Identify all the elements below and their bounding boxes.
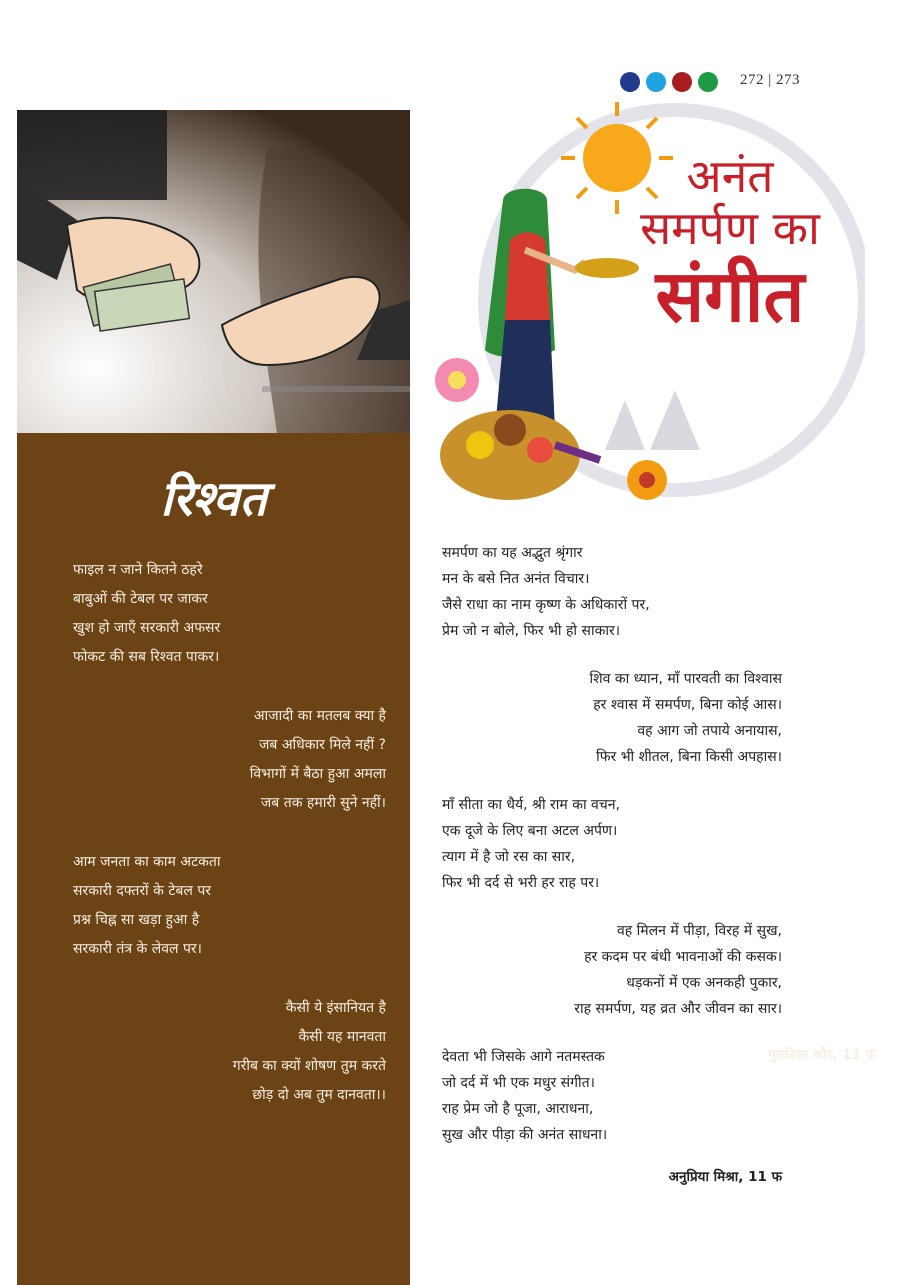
- poem-line: कैसी ये इंसानियत है: [285, 1000, 386, 1016]
- green-dot-icon: [698, 72, 718, 92]
- poem-line: धड़कनों में एक अनकही पुकार,: [626, 975, 782, 991]
- poem-line: एक दूजे के लिए बना अटल अर्पण।: [442, 823, 618, 839]
- stanza: [442, 540, 782, 644]
- poem-line: फोकट की सब रिश्वत पाकर।: [73, 649, 220, 665]
- poem-line: बाबुओं की टेबल पर जाकर: [73, 591, 208, 607]
- navy-dot-icon: [620, 72, 640, 92]
- red-dot-icon: [672, 72, 692, 92]
- poem-line: गरीब का क्यों शोषण तुम करते: [232, 1058, 386, 1074]
- title-line: समर्पण का: [640, 201, 820, 255]
- poem-line: जो दर्द में भी एक मधुर संगीत।: [442, 1075, 595, 1091]
- poem-line: हर श्वास में समर्पण, बिना कोई आस।: [593, 697, 782, 713]
- poem-line: प्रश्न चिह्न सा खड़ा हुआ है: [73, 912, 200, 928]
- right-poem: [442, 540, 782, 1170]
- stanza: [17, 994, 410, 1110]
- poem-line: कैसी यह मानवता: [298, 1029, 386, 1045]
- stanza: [442, 1044, 782, 1148]
- stanza: [17, 848, 410, 964]
- stanza: [442, 666, 782, 770]
- poem-line: जब अधिकार मिले नहीं ?: [259, 737, 386, 753]
- poem-line: फिर भी शीतल, बिना किसी अपहास।: [596, 749, 782, 765]
- poem-line: सरकारी तंत्र के लेवल पर।: [73, 941, 202, 957]
- poem-line: खुश हो जाएँ सरकारी अफसर: [73, 620, 221, 636]
- poem-line: समर्पण का यह अद्भुत श्रृंगार: [442, 545, 583, 561]
- poem-line: शिव का ध्यान, माँ पारवती का विश्वास: [589, 671, 782, 687]
- poem-line: विभागों में बैठा हुआ अमला: [249, 766, 386, 782]
- poem-line: सरकारी दफ्तरों के टेबल पर: [73, 883, 212, 899]
- poem-line: राह समर्पण, यह व्रत और जीवन का सार।: [574, 1001, 782, 1017]
- poem-line: जब तक हमारी सुने नहीं।: [260, 795, 386, 811]
- stanza: [17, 556, 410, 672]
- title-line: संगीत: [655, 253, 805, 338]
- page-numbers: 272 | 273: [740, 72, 801, 88]
- poem-title: रिश्वत: [160, 471, 267, 527]
- poem-line: त्याग में है जो रस का सार,: [442, 849, 576, 865]
- poem-line: राह प्रेम जो है पूजा, आराधना,: [442, 1101, 594, 1117]
- stanza: [17, 702, 410, 818]
- poem-line: आजादी का मतलब क्या है: [253, 708, 386, 724]
- poem-title: [600, 150, 860, 338]
- poem-line: देवता भी जिसके आगे नतमस्तक: [442, 1049, 605, 1065]
- poem-line: आम जनता का काम अटकता: [73, 854, 221, 870]
- blue-dot-icon: [646, 72, 666, 92]
- poem-author: अनुप्रिया मिश्रा, 11 फ: [668, 1169, 782, 1185]
- title-line: अनंत: [686, 149, 774, 203]
- poem-line: मन के बसे नित अनंत विचार।: [442, 571, 590, 587]
- poem-author: गुरकीरत कौर, 11 फ: [767, 1047, 876, 1063]
- poem-line: फिर भी दर्द से भरी हर राह पर।: [442, 875, 600, 891]
- left-poem-panel: [17, 110, 410, 1285]
- poem-line: माँ सीता का धैर्य, श्री राम का वचन,: [442, 797, 620, 813]
- poem-line: फाइल न जाने कितने ठहरे: [73, 562, 203, 578]
- bribe-handover-icon: [17, 110, 410, 433]
- poem-line: वह मिलन में पीड़ा, विरह में सुख,: [616, 923, 782, 939]
- poem-line: जैसे राधा का नाम कृष्ण के अधिकारों पर,: [442, 597, 650, 613]
- poem-line: सुख और पीड़ा की अनंत साधना।: [442, 1127, 608, 1143]
- left-poem: [17, 556, 410, 1140]
- poem-line: छोड़ दो अब तुम दानवता।।: [252, 1087, 386, 1103]
- poem-line: वह आग जो तपाये अनायास,: [637, 723, 782, 739]
- color-dots: [620, 72, 718, 92]
- poem-line: हर कदम पर बंधी भावनाओं की कसक।: [584, 949, 782, 965]
- poem-line: प्रेम जो न बोले, फिर भी हो साकार।: [442, 623, 621, 639]
- stanza: [442, 918, 782, 1022]
- stanza: [442, 792, 782, 896]
